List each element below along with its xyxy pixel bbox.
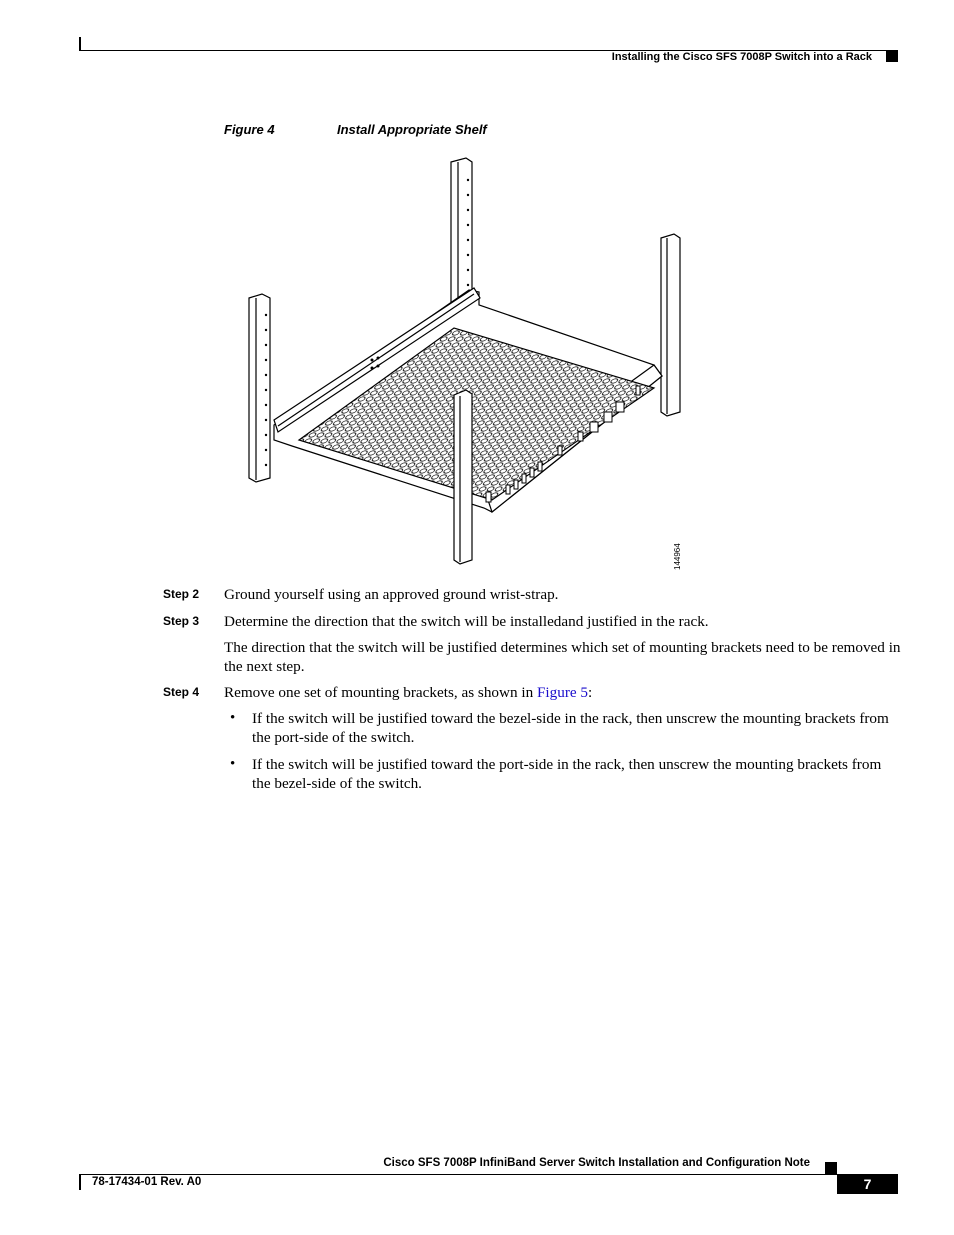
running-header-title: Installing the Cisco SFS 7008P Switch into a Rack <box>611 51 872 63</box>
header-rule-vertical <box>79 37 81 51</box>
bullet-marker: • <box>230 710 236 726</box>
bullet-item-port-side: If the switch will be justified toward the port-side in the rack, then unscrew the mounting brackets from the bezel-side of the switch. <box>252 756 882 792</box>
figure-title: Install Appropriate Shelf <box>337 122 487 137</box>
step-3-note: The direction that the switch will be justified determines which set of mounting brackets need to be removed in the next step. <box>224 639 901 675</box>
footer-rule-vertical <box>79 1174 81 1190</box>
shelf-installation-illustration <box>244 150 704 570</box>
step-3-label: Step 3 <box>163 614 200 628</box>
art-id: 144964 <box>673 543 682 570</box>
footer-doc-number: 78-17434-01 Rev. A0 <box>92 1176 202 1188</box>
bullet-item-bezel-side: If the switch will be justified toward the bezel-side in the rack, then unscrew the mounting brackets from the port-side of the switch. <box>252 710 889 746</box>
figure-label: Figure 4 <box>224 122 275 137</box>
step-4-text <box>224 683 904 702</box>
header-marker <box>886 51 898 62</box>
footer-document-title: Cisco SFS 7008P InfiniBand Server Switch Installation and Configuration Note <box>383 1157 810 1169</box>
step-4-label: Step 4 <box>163 685 200 699</box>
step-2-text: Ground yourself using an approved ground wrist-strap. <box>224 586 559 603</box>
figure-5-link[interactable]: Figure 5 <box>536 684 589 701</box>
footer-marker <box>825 1162 837 1174</box>
page-number: 7 <box>837 1175 898 1194</box>
bullet-marker: • <box>230 756 236 772</box>
step-4-text-after: : <box>588 684 593 701</box>
step-2-label: Step 2 <box>163 587 200 601</box>
footer-rule <box>79 1174 898 1175</box>
step-3-text: Determine the direction that the switch will be installedand justified in the rack. <box>224 613 709 630</box>
step-4-text-before: Remove one set of mounting brackets, as shown in <box>224 684 537 701</box>
